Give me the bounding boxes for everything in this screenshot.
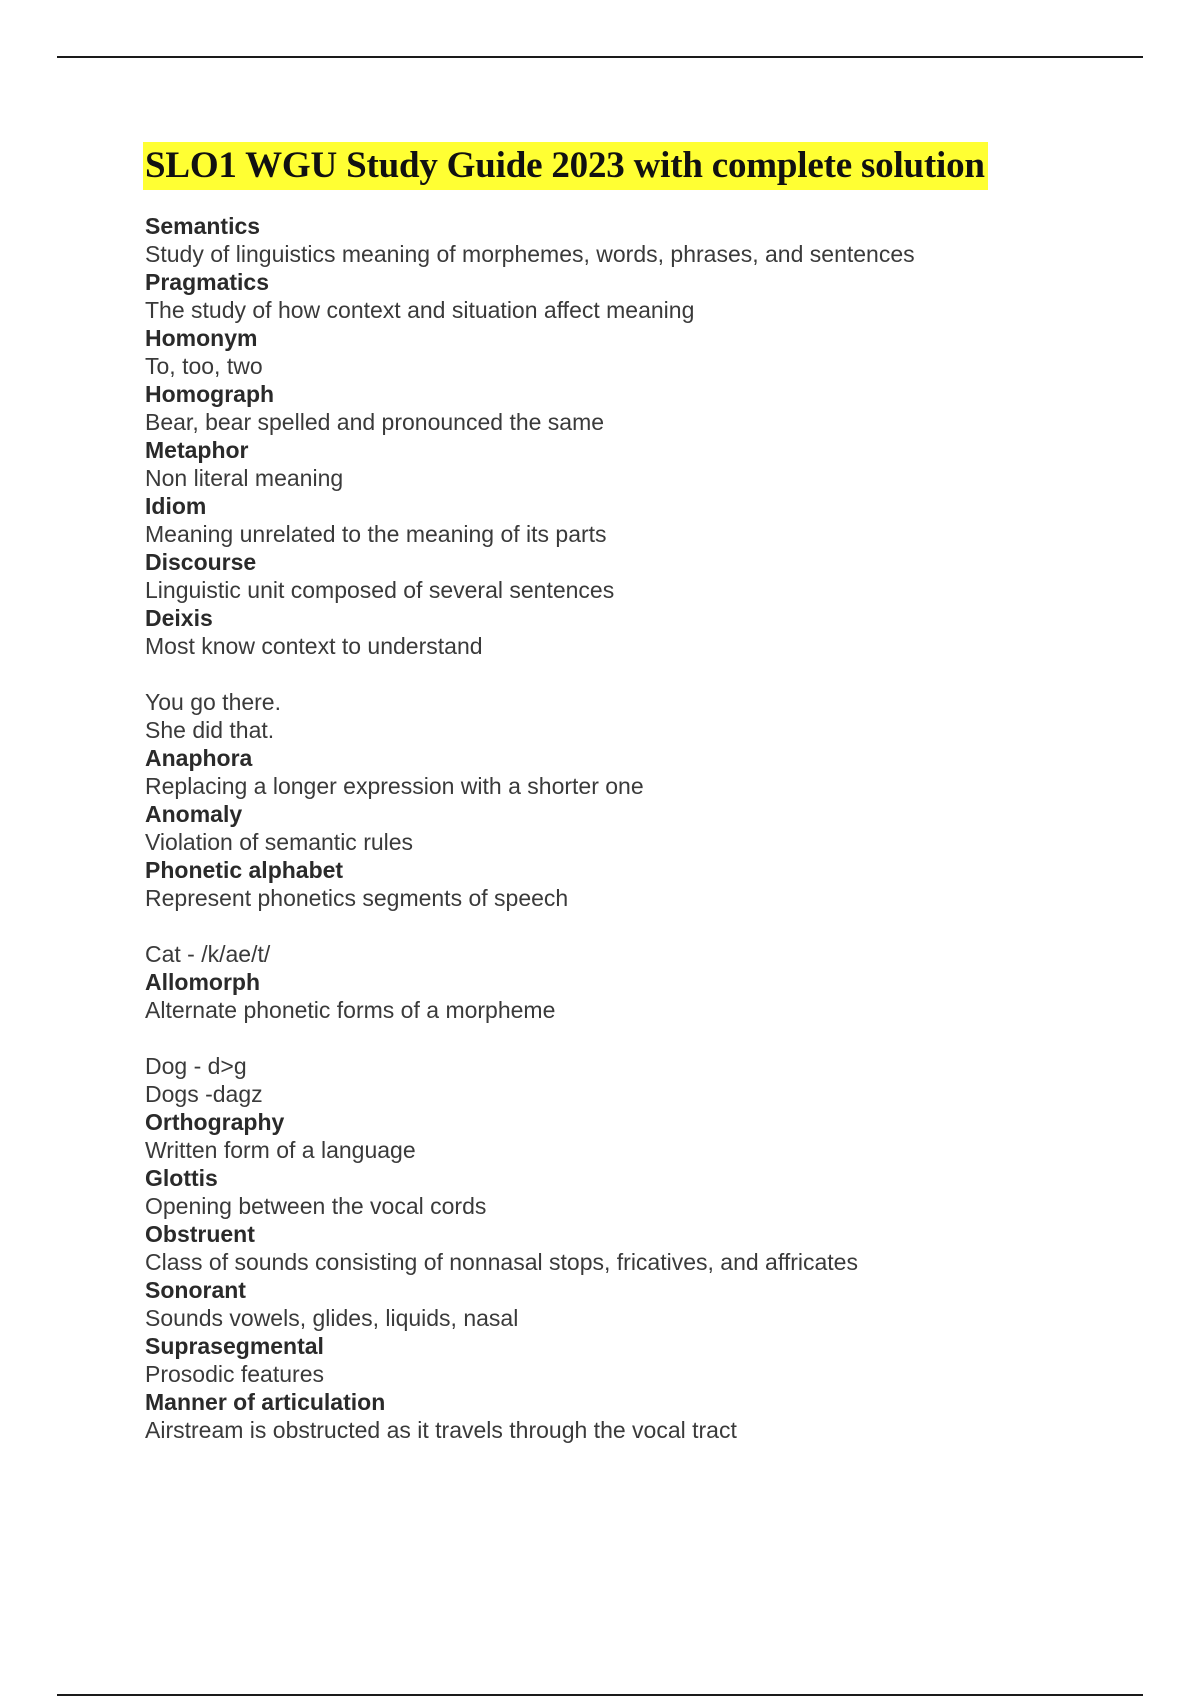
glossary-term: Manner of articulation <box>145 1389 386 1415</box>
glossary-term: Pragmatics <box>145 269 270 295</box>
glossary-term: Suprasegmental <box>145 1333 324 1359</box>
glossary-entry <box>145 380 1145 436</box>
glossary-entry <box>145 436 1145 492</box>
glossary-term: Glottis <box>145 1165 218 1191</box>
glossary-term: Semantics <box>145 213 261 239</box>
glossary-definition <box>145 660 1145 688</box>
glossary-term: Sonorant <box>145 1277 246 1303</box>
glossary-term: Homograph <box>145 381 275 407</box>
glossary-entry <box>145 212 1145 268</box>
glossary-term: Deixis <box>145 605 213 631</box>
glossary-entry <box>145 548 1145 604</box>
glossary-entry <box>145 1276 1145 1332</box>
top-rule <box>57 56 1143 58</box>
glossary-definition: Most know context to understand <box>145 633 483 659</box>
glossary-definition <box>145 1024 1145 1052</box>
glossary-entry <box>145 968 1145 1108</box>
glossary-entry <box>145 856 1145 968</box>
glossary-definition: Airstream is obstructed as it travels through the vocal tract <box>145 1417 737 1443</box>
glossary-definition: The study of how context and situation affect meaning <box>145 297 695 323</box>
glossary-definition: You go there. <box>145 689 281 715</box>
glossary-term: Idiom <box>145 493 207 519</box>
glossary-definition: She did that. <box>145 717 275 743</box>
document-body <box>145 142 1145 1444</box>
glossary-definition: Alternate phonetic forms of a morpheme <box>145 997 556 1023</box>
glossary-definition: Meaning unrelated to the meaning of its parts <box>145 521 607 547</box>
glossary-term: Orthography <box>145 1109 285 1135</box>
glossary-definition: Prosodic features <box>145 1361 324 1387</box>
glossary-definition: Dogs -dagz <box>145 1081 263 1107</box>
glossary-definition: Replacing a longer expression with a shorter one <box>145 773 644 799</box>
glossary-definition: Sounds vowels, glides, liquids, nasal <box>145 1305 519 1331</box>
glossary-entry <box>145 324 1145 380</box>
glossary-term: Phonetic alphabet <box>145 857 344 883</box>
glossary-term: Homonym <box>145 325 258 351</box>
bottom-rule <box>57 1694 1143 1696</box>
glossary-term: Anaphora <box>145 745 253 771</box>
glossary-definition: To, too, two <box>145 353 263 379</box>
glossary-entry <box>145 604 1145 744</box>
glossary-term: Metaphor <box>145 437 249 463</box>
glossary-term: Discourse <box>145 549 257 575</box>
glossary-entry <box>145 744 1145 800</box>
glossary-list <box>145 212 1145 1444</box>
glossary-definition: Opening between the vocal cords <box>145 1193 487 1219</box>
glossary-term: Obstruent <box>145 1221 255 1247</box>
glossary-entry <box>145 1108 1145 1164</box>
glossary-term: Allomorph <box>145 969 260 995</box>
glossary-entry <box>145 1332 1145 1388</box>
glossary-definition: Violation of semantic rules <box>145 829 414 855</box>
glossary-definition: Linguistic unit composed of several sentences <box>145 577 615 603</box>
glossary-entry <box>145 1220 1145 1276</box>
glossary-entry <box>145 800 1145 856</box>
glossary-definition: Study of linguistics meaning of morphemes, words, phrases, and sentences <box>145 241 915 267</box>
glossary-definition: Dog - d>g <box>145 1053 247 1079</box>
glossary-definition: Non literal meaning <box>145 465 344 491</box>
glossary-definition: Written form of a language <box>145 1137 416 1163</box>
glossary-definition: Represent phonetics segments of speech <box>145 885 569 911</box>
glossary-definition <box>145 912 1145 940</box>
glossary-term: Anomaly <box>145 801 243 827</box>
glossary-entry <box>145 1388 1145 1444</box>
glossary-definition: Class of sounds consisting of nonnasal stops, fricatives, and affricates <box>145 1249 858 1275</box>
glossary-definition: Cat - /k/ae/t/ <box>145 941 271 967</box>
glossary-entry <box>145 1164 1145 1220</box>
document-title: SLO1 WGU Study Guide 2023 with complete solution <box>143 142 988 190</box>
glossary-entry <box>145 268 1145 324</box>
glossary-entry <box>145 492 1145 548</box>
glossary-definition: Bear, bear spelled and pronounced the same <box>145 409 605 435</box>
